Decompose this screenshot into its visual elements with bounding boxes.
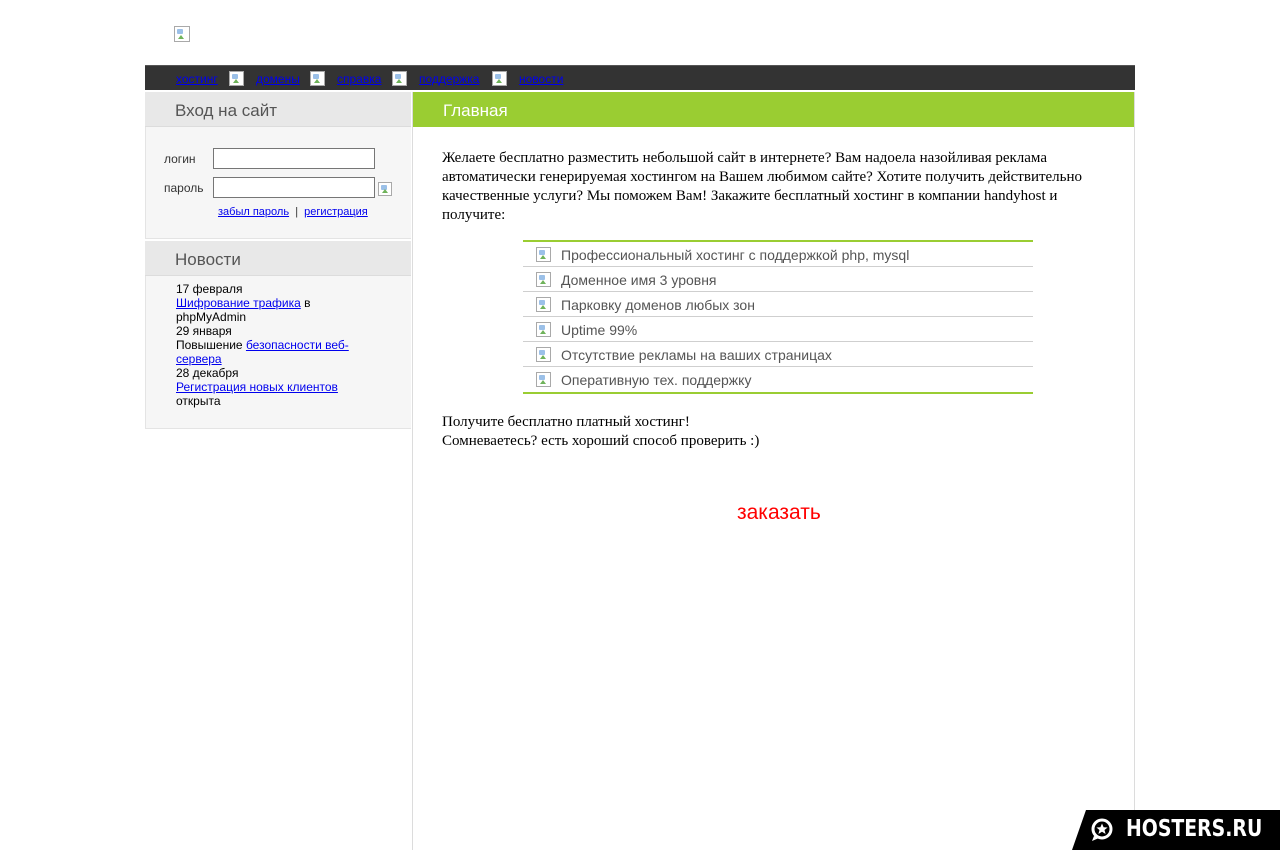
hosters-watermark <box>1072 810 1280 850</box>
register-link[interactable]: регистрация <box>304 206 368 218</box>
features-list <box>523 240 1033 394</box>
outro-line: Получите бесплатно платный хостинг! <box>442 414 690 430</box>
nav-separator-broken-image-icon <box>492 71 507 86</box>
login-panel-header <box>145 92 411 127</box>
nav-separator-broken-image-icon <box>310 71 325 86</box>
bullet-broken-image-icon <box>536 322 551 337</box>
news-link[interactable]: безопасности веб-сервера <box>176 338 349 366</box>
login-panel-title: Вход на сайт <box>175 101 277 120</box>
outro-paragraph <box>442 413 1102 451</box>
login-form <box>145 127 411 239</box>
feature-label: Парковку доменов любых зон <box>561 297 755 313</box>
page-title: Главная <box>443 101 508 120</box>
list-item <box>523 242 1033 267</box>
list-item <box>523 267 1033 292</box>
nav-link-news[interactable]: новости <box>519 72 564 86</box>
nav-link-support[interactable]: поддержка <box>419 72 480 86</box>
news-item <box>176 366 356 408</box>
list-item <box>523 292 1033 317</box>
main-header <box>413 92 1134 127</box>
feature-label: Отсутствие рекламы на ваших страницах <box>561 347 832 363</box>
nav-link-domains[interactable]: домены <box>256 72 300 86</box>
news-list <box>145 276 411 429</box>
news-text: Повышение <box>176 338 246 352</box>
bullet-broken-image-icon <box>536 372 551 387</box>
news-link[interactable]: Шифрование трафика <box>176 296 301 310</box>
forgot-password-link[interactable]: забыл пароль <box>218 206 290 218</box>
news-date: 17 февраля <box>176 282 243 296</box>
news-date: 28 декабря <box>176 366 239 380</box>
feature-label: Профессиональный хостинг с поддержкой php, mysql <box>561 247 910 263</box>
watermark-text: HOSTERS.RU <box>1126 816 1263 842</box>
bullet-broken-image-icon <box>536 297 551 312</box>
news-text: открыта <box>176 394 221 408</box>
news-link[interactable]: Регистрация новых клиентов <box>176 380 338 394</box>
star-speech-bubble-icon <box>1090 818 1114 842</box>
password-label: пароль <box>164 181 204 195</box>
news-panel-title: Новости <box>175 250 241 269</box>
bullet-broken-image-icon <box>536 347 551 362</box>
bullet-broken-image-icon <box>536 272 551 287</box>
news-text: в phpMyAdmin <box>176 296 311 324</box>
nav-link-help[interactable]: справка <box>337 72 382 86</box>
news-item <box>176 282 356 324</box>
login-input[interactable] <box>213 148 375 169</box>
news-item <box>176 324 356 366</box>
nav-separator-broken-image-icon <box>392 71 407 86</box>
list-item <box>523 317 1033 342</box>
login-submit-broken-image-icon[interactable] <box>378 182 392 196</box>
nav-link-hosting[interactable]: хостинг <box>176 72 218 86</box>
feature-label: Uptime 99% <box>561 322 638 338</box>
feature-label: Оперативную тех. поддержку <box>561 372 752 388</box>
password-input[interactable] <box>213 177 375 198</box>
main-content <box>412 92 1135 850</box>
left-sidebar <box>145 92 411 429</box>
nav-separator-broken-image-icon <box>229 71 244 86</box>
login-links-separator: | <box>295 206 299 218</box>
news-date: 29 января <box>176 324 232 338</box>
outro-line: Сомневаетесь? есть хороший способ проверить :) <box>442 433 760 449</box>
feature-label: Доменное имя 3 уровня <box>561 272 717 288</box>
login-label: логин <box>164 152 196 166</box>
logo-broken-image-icon[interactable] <box>174 26 190 42</box>
login-links <box>218 206 368 218</box>
list-item <box>523 342 1033 367</box>
news-panel-header <box>145 241 411 276</box>
top-nav-bar <box>145 65 1135 90</box>
bullet-broken-image-icon <box>536 247 551 262</box>
order-link[interactable]: заказать <box>737 501 821 524</box>
intro-paragraph: Желаете бесплатно разместить небольшой сайт в интернете? Вам надоела назойливая реклама автоматически генерируемая хостингом на Вашем любимом сайте? Хотите получить действительно качественные услуги? Мы поможем Вам! Закажите бесплатный хостинг в компании handyhost и получите: <box>442 150 1083 223</box>
list-item <box>523 367 1033 392</box>
